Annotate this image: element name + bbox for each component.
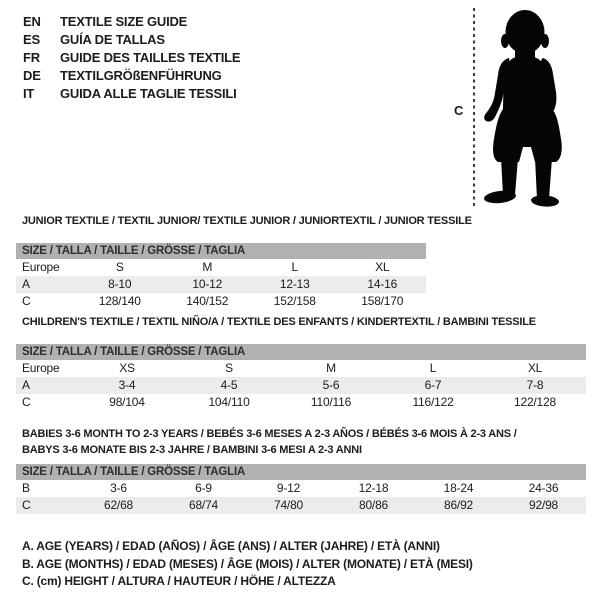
size-header-bar: SIZE / TALLA / TAILLE / GRÖSSE / TAGLIA: [16, 464, 586, 480]
row-label: B: [22, 481, 30, 495]
legend-text: GUÍA DE TALLAS: [60, 32, 165, 47]
junior-size-table: [16, 243, 426, 310]
section-title: CHILDREN'S TEXTILE / TEXTIL NIÑO/A / TEXTILE DES ENFANTS / KINDERTEXTIL / BAMBINI TESSILE: [22, 316, 536, 328]
row-label: C: [22, 498, 31, 512]
cell: 14-16: [367, 277, 398, 291]
legend-text: GUIDA ALLE TAGLIE TESSILI: [60, 86, 237, 101]
cell: 4-5: [220, 378, 238, 392]
table-row: [16, 276, 426, 293]
legend-text: TEXTILE SIZE GUIDE: [60, 14, 188, 29]
size-header-bar: SIZE / TALLA / TAILLE / GRÖSSE / TAGLIA: [16, 243, 426, 259]
row-label: Europe: [22, 361, 60, 375]
table-row: [16, 377, 586, 394]
row-label: A: [22, 378, 30, 392]
cell: 18-24: [443, 481, 474, 495]
cell: 9-12: [276, 481, 301, 495]
language-legend: [23, 13, 240, 103]
note-age-years: A. AGE (YEARS) / EDAD (AÑOS) / ÂGE (ANS) / ALTER (JAHRE) / ETÀ (ANNI): [22, 539, 440, 553]
legend-row-it: [23, 85, 240, 103]
table-row: [16, 394, 586, 411]
cell: 3-4: [118, 378, 136, 392]
cell: 5-6: [322, 378, 340, 392]
cell: 6-7: [424, 378, 442, 392]
cell: 152/158: [273, 294, 316, 308]
section-junior-textile: [16, 213, 472, 310]
cell: XS: [119, 361, 135, 375]
measure-notes: [22, 538, 473, 591]
cell: 7-8: [526, 378, 544, 392]
legend-row-es: [23, 31, 240, 49]
table-row: [16, 259, 426, 276]
section-babies-textile: [16, 426, 586, 514]
cell: M: [202, 260, 213, 274]
height-measure-line: [473, 8, 475, 206]
cell: 86/92: [443, 498, 474, 512]
row-label: A: [22, 277, 30, 291]
cell: 116/122: [412, 395, 454, 409]
table-row: [16, 293, 426, 310]
cell: 110/116: [310, 395, 352, 409]
cell: 92/98: [528, 498, 559, 512]
cell: 68/74: [188, 498, 219, 512]
size-header-bar: SIZE / TALLA / TAILLE / GRÖSSE / TAGLIA: [16, 344, 586, 360]
cell: 128/140: [98, 294, 141, 308]
cell: 122/128: [514, 395, 556, 409]
legend-code: DE: [23, 68, 41, 83]
cell: XL: [527, 361, 543, 375]
cell: 140/152: [186, 294, 229, 308]
row-label: C: [22, 294, 31, 308]
note-age-months: B. AGE (MONTHS) / EDAD (MESES) / ÂGE (MOIS) / ALTER (MONATE) / ETÀ (MESI): [22, 556, 473, 571]
cell: 12-13: [279, 277, 310, 291]
cell: 3-6: [110, 481, 127, 495]
note-height: C. (cm) HEIGHT / ALTURA / HAUTEUR / HÖHE / ALTEZZA: [22, 574, 336, 588]
legend-row-en: [23, 13, 240, 31]
cell: 74/80: [273, 498, 304, 512]
cell: L: [429, 361, 437, 375]
table-row: [16, 360, 586, 377]
legend-row-de: [23, 67, 240, 85]
table-row: [16, 480, 586, 497]
cell: S: [115, 260, 124, 274]
cell: 10-12: [192, 277, 223, 291]
cell: 98/104: [109, 395, 145, 409]
legend-row-fr: [23, 49, 240, 67]
cell: 12-18: [358, 481, 389, 495]
row-label: C: [22, 395, 31, 409]
section-title: JUNIOR TEXTILE / TEXTIL JUNIOR/ TEXTILE JUNIOR / JUNIORTEXTIL / JUNIOR TESSILE: [22, 215, 472, 227]
cell: 6-9: [195, 481, 212, 495]
legend-text: TEXTILGRÖßENFÜHRUNG: [60, 68, 222, 83]
children-size-table: [16, 344, 586, 411]
legend-code: ES: [23, 32, 40, 47]
table-row: [16, 497, 586, 514]
cell: 62/68: [103, 498, 134, 512]
row-label: Europe: [22, 260, 60, 274]
babies-size-table: [16, 464, 586, 514]
cell: 8-10: [108, 277, 132, 291]
cell: 24-36: [528, 481, 559, 495]
cell: L: [291, 260, 298, 274]
cell: M: [326, 361, 336, 375]
section-title: BABIES 3-6 MONTH TO 2-3 YEARS / BEBÉS 3-6 MESES A 2-3 AÑOS / BÉBÉS 3-6 MOIS À 2-3 ANS /: [22, 428, 517, 440]
baby-silhouette-icon: [478, 0, 598, 215]
height-measure-label: C: [454, 103, 464, 118]
section-children-textile: [16, 314, 586, 411]
cell: 104/110: [208, 395, 250, 409]
cell: S: [225, 361, 233, 375]
legend-code: EN: [23, 14, 41, 29]
legend-text: GUIDE DES TAILLES TEXTILE: [60, 50, 241, 65]
cell: 158/170: [361, 294, 404, 308]
section-title-line2: BABYS 3-6 MONATE BIS 2-3 JAHRE / BAMBINI 3-6 MESI A 2-3 ANNI: [22, 444, 362, 456]
cell: 80/86: [358, 498, 389, 512]
legend-code: FR: [23, 50, 40, 65]
legend-code: IT: [23, 86, 35, 101]
cell: XL: [375, 260, 390, 274]
